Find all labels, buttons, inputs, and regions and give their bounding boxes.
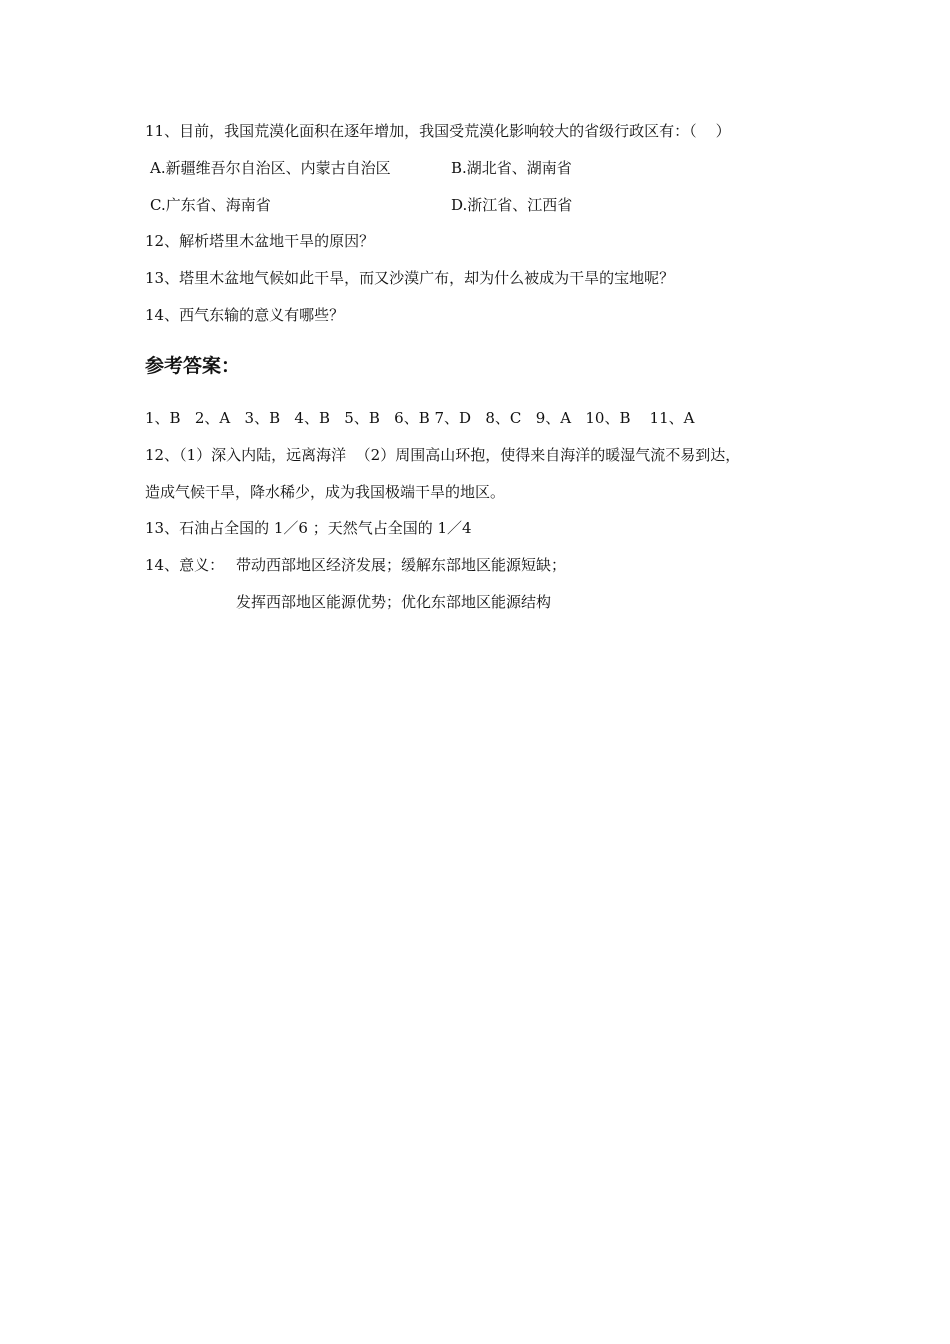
answer-14-line-2: 发挥西部地区能源优势；优化东部地区能源结构 bbox=[236, 593, 552, 611]
q11-option-a: A.新疆维吾尔自治区、内蒙古自治区 bbox=[150, 159, 391, 177]
answer-12-line-2: 造成气候干旱，降水稀少，成为我国极端干旱的地区。 bbox=[145, 483, 506, 501]
answer-12-line-1: 12、（1）深入内陆，远离海洋 （2）周围高山环抱，使得来自海洋的暖湿气流不易到达， bbox=[145, 446, 741, 464]
answer-14-label: 14、意义： bbox=[145, 556, 225, 574]
answers-heading: 参考答案： bbox=[145, 355, 241, 377]
q11-option-c: C.广东省、海南省 bbox=[150, 196, 271, 214]
question-13: 13、塔里木盆地气候如此干旱，而又沙漠广布，却为什么被成为干旱的宝地呢？ bbox=[145, 269, 675, 287]
question-12: 12、解析塔里木盆地干旱的原因？ bbox=[145, 232, 375, 250]
question-14: 14、西气东输的意义有哪些？ bbox=[145, 306, 345, 324]
q11-option-b: B.湖北省、湖南省 bbox=[451, 159, 572, 177]
answer-14-line-1: 带动西部地区经济发展；缓解东部地区能源短缺； bbox=[236, 556, 567, 574]
question-11: 11、目前，我国荒漠化面积在逐年增加，我国受荒漠化影响较大的省级行政区有：（ ） bbox=[145, 122, 731, 140]
q11-option-d: D.浙江省、江西省 bbox=[451, 196, 573, 214]
answer-13: 13、石油占全国的 1／6 ；天然气占全国的 1／4 bbox=[145, 519, 472, 537]
choice-answers: 1、B 2、A 3、B 4、B 5、B 6、B 7、D 8、C 9、A 10、B 11、A bbox=[145, 409, 695, 427]
